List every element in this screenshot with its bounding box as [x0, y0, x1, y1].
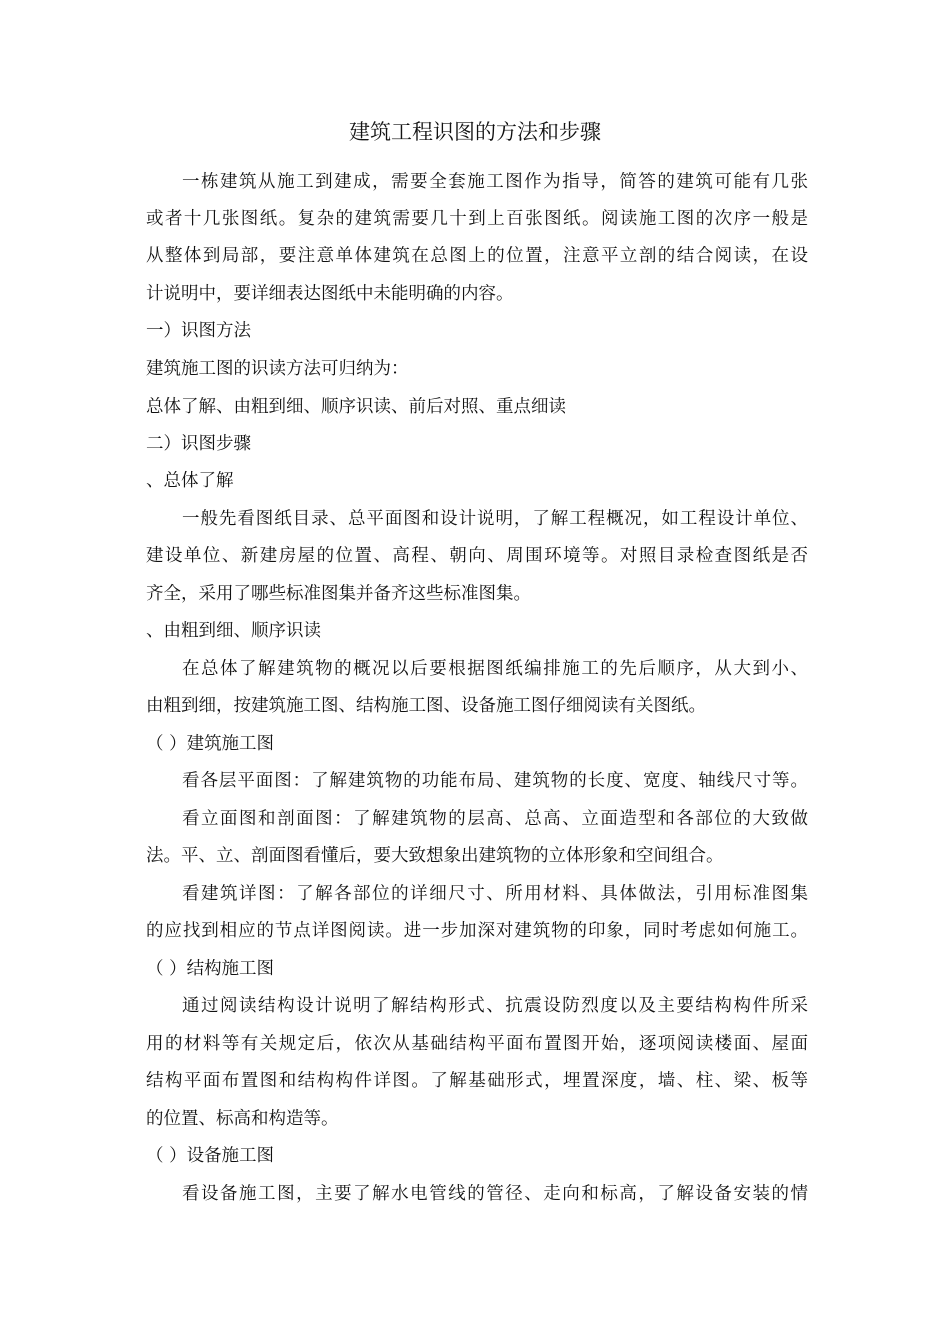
paragraph-line: 齐全，采用了哪些标准图集并备齐这些标准图集。 — [146, 584, 531, 604]
paragraph-line: 的应找到相应的节点详图阅读。进一步加深对建筑物的印象，同时考虑如何施工。 — [146, 921, 808, 941]
paragraph-line: 看建筑详图：了解各部位的详细尺寸、所用材料、具体做法，引用标准图集 — [182, 884, 808, 904]
paragraph-line: 一栋建筑从施工到建成，需要全套施工图作为指导，简答的建筑可能有几张 — [182, 172, 808, 192]
paragraph-line: 计说明中，要详细表达图纸中未能明确的内容。 — [146, 284, 514, 304]
paragraph-line: 总体了解、由粗到细、顺序识读、前后对照、重点细读 — [146, 397, 566, 417]
section-heading: 一）识图方法 — [146, 321, 251, 341]
subsection-heading: （ ）设备施工图 — [146, 1146, 275, 1166]
subsection-heading: （ ）建筑施工图 — [146, 734, 275, 754]
paragraph-line: 法。平、立、剖面图看懂后，要大致想象出建筑物的立体形象和空间组合。 — [146, 846, 724, 866]
paragraph-line: 结构平面布置图和结构构件详图。了解基础形式，埋置深度，墙、柱、梁、板等 — [146, 1071, 808, 1091]
paragraph-line: 建设单位、新建房屋的位置、高程、朝向、周围环境等。对照目录检查图纸是否 — [146, 546, 808, 566]
paragraph-line: 通过阅读结构设计说明了解结构形式、抗震设防烈度以及主要结构构件所采 — [182, 996, 808, 1016]
paragraph-line: 一般先看图纸目录、总平面图和设计说明，了解工程概况，如工程设计单位、 — [182, 509, 808, 529]
section-heading: 二）识图步骤 — [146, 434, 251, 454]
paragraph-line: 用的材料等有关规定后，依次从基础结构平面布置图开始，逐项阅读楼面、屋面 — [146, 1034, 808, 1054]
paragraph-line: 由粗到细，按建筑施工图、结构施工图、设备施工图仔细阅读有关图纸。 — [146, 696, 706, 716]
paragraph-line: 或者十几张图纸。复杂的建筑需要几十到上百张图纸。阅读施工图的次序一般是 — [146, 209, 808, 229]
subsection-heading: （ ）结构施工图 — [146, 959, 275, 979]
paragraph-line: 从整体到局部，要注意单体建筑在总图上的位置，注意平立剖的结合阅读，在设 — [146, 246, 808, 266]
paragraph-line: 在总体了解建筑物的概况以后要根据图纸编排施工的先后顺序，从大到小、 — [182, 659, 808, 679]
subsection-heading: 、由粗到细、顺序识读 — [146, 621, 321, 641]
paragraph-line: 看各层平面图：了解建筑物的功能布局、建筑物的长度、宽度、轴线尺寸等。 — [182, 771, 808, 791]
paragraph-line: 的位置、标高和构造等。 — [146, 1109, 339, 1129]
paragraph-line: 看立面图和剖面图：了解建筑物的层高、总高、立面造型和各部位的大致做 — [182, 809, 808, 829]
paragraph-line: 看设备施工图，主要了解水电管线的管径、走向和标高，了解设备安装的情 — [182, 1184, 808, 1204]
paragraph-line: 建筑施工图的识读方法可归纳为： — [146, 359, 409, 379]
document-title: 建筑工程识图的方法和步骤 — [349, 120, 601, 144]
subsection-heading: 、总体了解 — [146, 471, 234, 491]
